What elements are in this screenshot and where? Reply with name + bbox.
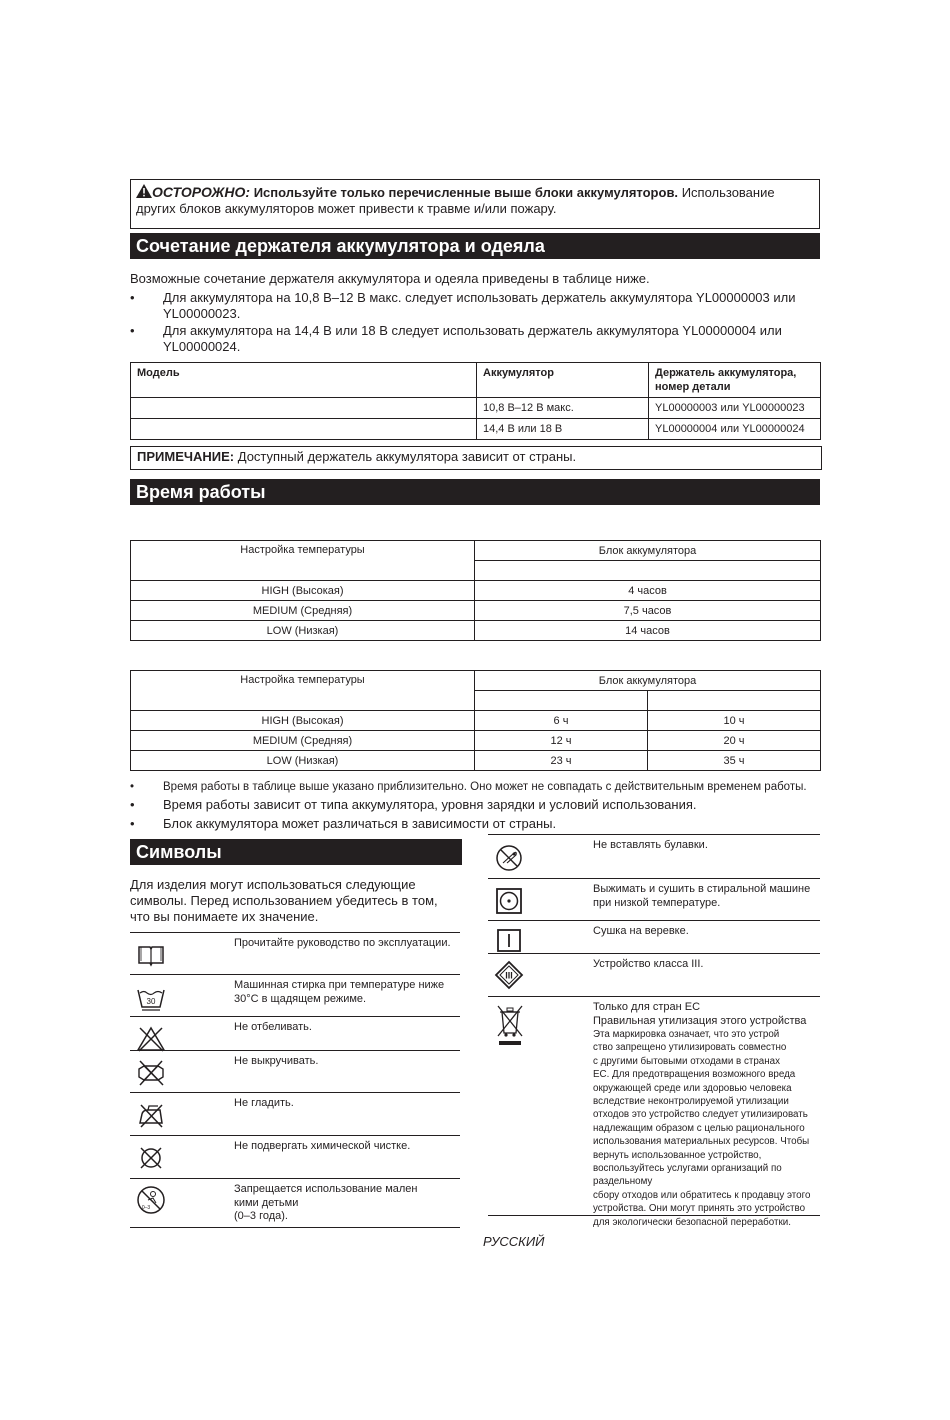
table-header: Настройка температуры <box>131 671 475 711</box>
symbol-label: Сушка на веревке. <box>593 925 689 937</box>
language-footer: РУССКИЙ <box>483 1234 545 1249</box>
table-row <box>131 711 821 731</box>
table-cell: 14 часов <box>475 621 821 641</box>
table-header: Модель <box>131 363 477 398</box>
runtime-table-1 <box>130 540 821 641</box>
table-header: Аккумулятор <box>477 363 649 398</box>
symbol-label: Только для стран ЕС Правильная утилизация этого устройства <box>593 1001 807 1027</box>
no-dry-clean-icon <box>136 1142 166 1172</box>
warning-triangle-icon <box>136 184 152 198</box>
symbol-label: Устройство класса III. <box>593 958 704 970</box>
table-row <box>131 731 821 751</box>
warning-lead: ОСТОРОЖНО: <box>152 184 251 200</box>
warning-box <box>130 179 820 229</box>
table-cell: 10 ч <box>648 711 821 731</box>
no-pins-icon <box>494 841 524 871</box>
weee-detail-text: Эта маркировка означает, что это устрой ство запрещено утилизировать совместно с другими бытовыми отходами в странах ЕС. Для предотвращения возможного вреда окружающей среде или здоровью человека вследствие неконтролируемой утилизации отходов это устройство следует утилизировать надлежащим образом с целью рационального использования материальных ресурсов. Чтобы вернуть использованное устройство, воспользуйтесь услугами организаций по раздельному сбору отходов или обратитесь к продавцу этого устройства. Они могут принять это устройство для экологически безопасной переработки. <box>593 1029 811 1228</box>
table-cell <box>648 691 821 711</box>
table-cell: 4 часов <box>475 581 821 601</box>
symbol-row <box>130 1135 460 1178</box>
warning-bold-text: Используйте только перечисленные выше блоки аккумуляторов. <box>253 185 679 200</box>
symbol-label: Запрещается использование мален кими детьми (0–3 года). <box>234 1183 418 1222</box>
symbol-label: Не гладить. <box>234 1097 294 1109</box>
symbol-label: Не вставлять булавки. <box>593 839 708 851</box>
table-row <box>131 601 821 621</box>
table-row <box>131 581 821 601</box>
table-header: Блок аккумулятора <box>475 671 821 691</box>
table-row <box>131 621 821 641</box>
table-cell: 14,4 В или 18 В <box>477 419 649 440</box>
table-cell: 23 ч <box>475 751 648 771</box>
no-children-icon <box>136 1185 166 1215</box>
symbol-row <box>130 974 460 1017</box>
svg-text:0–3: 0–3 <box>141 1205 151 1211</box>
table-cell: LOW (Низкая) <box>131 621 475 641</box>
table-header: Держатель аккумулятора, номер детали <box>649 363 821 398</box>
table-header: Блок аккумулятора <box>475 541 821 561</box>
symbol-label: Выжимать и сушить в стиральной машине при низкой температуре. <box>593 883 811 909</box>
warning-text: Использование других блоков аккумуляторов может привести к травме и/или пожару. <box>136 185 775 216</box>
section1-bullet: • Для аккумулятора на 14,4 В или 18 В следует использовать держатель аккумулятора YL00000004 или YL00000024. <box>130 323 782 354</box>
weee-bin-icon <box>494 1003 526 1047</box>
no-wring-icon <box>136 1057 166 1087</box>
table-cell: 35 ч <box>648 751 821 771</box>
symbol-row <box>488 996 820 1228</box>
note-text: Доступный держатель аккумулятора зависит от страны. <box>237 449 577 464</box>
note-label: ПРИМЕЧАНИЕ: <box>137 449 235 464</box>
table-cell <box>475 561 821 581</box>
symbol-label: Не выкручивать. <box>234 1055 319 1067</box>
table-cell: 6 ч <box>475 711 648 731</box>
symbol-row <box>488 834 820 879</box>
table-cell: HIGH (Высокая) <box>131 581 475 601</box>
symbol-row <box>488 953 820 996</box>
no-bleach-icon <box>136 1023 166 1053</box>
symbol-label: Не подвергать химической чистке. <box>234 1140 411 1152</box>
section-heading-symbols: Символы <box>130 839 462 865</box>
no-iron-icon <box>136 1099 166 1129</box>
table-cell: MEDIUM (Средняя) <box>131 731 475 751</box>
table-cell: 7,5 часов <box>475 601 821 621</box>
table-cell: LOW (Низкая) <box>131 751 475 771</box>
table-cell: 10,8 В–12 В макс. <box>477 398 649 419</box>
runtime-bullet: • Время работы в таблице выше указано приблизительно. Оно может не совпадать с действительным временем работы. <box>130 781 807 793</box>
symbol-row <box>488 878 820 921</box>
section1-intro: Возможные сочетание держателя аккумулятора и одеяла приведены в таблице ниже. <box>130 271 650 286</box>
table-cell: YL00000004 или YL00000024 <box>649 419 821 440</box>
wash-30-icon <box>136 981 166 1011</box>
table-row <box>131 398 821 419</box>
symbol-label: Не отбеливать. <box>234 1021 312 1033</box>
table-cell: 12 ч <box>475 731 648 751</box>
note-box <box>130 446 822 470</box>
table-cell: MEDIUM (Средняя) <box>131 601 475 621</box>
symbol-row <box>130 1092 460 1135</box>
battery-holder-table <box>130 362 821 440</box>
section-heading-runtime: Время работы <box>130 479 820 505</box>
table-row <box>131 751 821 771</box>
symbol-row <box>130 932 460 975</box>
section-heading-combination: Сочетание держателя аккумулятора и одеяла <box>130 233 820 259</box>
symbol-row <box>130 1050 460 1093</box>
runtime-bullet: • Время работы зависит от типа аккумулятора, уровня зарядки и условий использования. <box>130 797 697 812</box>
manual-icon <box>136 939 166 969</box>
table-cell: YL00000003 или YL00000023 <box>649 398 821 419</box>
symbol-row <box>488 920 820 954</box>
svg-text:30: 30 <box>146 997 156 1006</box>
symbol-label: Машинная стирка при температуре ниже 30°C в щадящем режиме. <box>234 979 445 1005</box>
table-cell <box>131 398 477 419</box>
table-cell: 20 ч <box>648 731 821 751</box>
class-iii-icon <box>494 960 524 990</box>
tumble-dry-low-icon <box>494 885 524 915</box>
section1-bullet: • Для аккумулятора на 10,8 В–12 В макс. следует использовать держатель аккумулятора YL00000003 или YL00000023. <box>130 290 796 321</box>
symbol-label: Прочитайте руководство по эксплуатации. <box>234 937 451 949</box>
svg-text:III: III <box>505 970 513 981</box>
table-row <box>131 419 821 440</box>
table-header: Настройка температуры <box>131 541 475 581</box>
table-cell <box>475 691 648 711</box>
runtime-table-2 <box>130 670 821 771</box>
symbol-row <box>130 1178 460 1228</box>
runtime-bullet: • Блок аккумулятора может различаться в зависимости от страны. <box>130 816 557 831</box>
table-cell: HIGH (Высокая) <box>131 711 475 731</box>
symbols-intro: Для изделия могут использоваться следующие символы. Перед использованием убедитесь в том, что вы понимаете их значение. <box>130 877 438 924</box>
symbol-row <box>130 1016 460 1051</box>
table-cell <box>131 419 477 440</box>
